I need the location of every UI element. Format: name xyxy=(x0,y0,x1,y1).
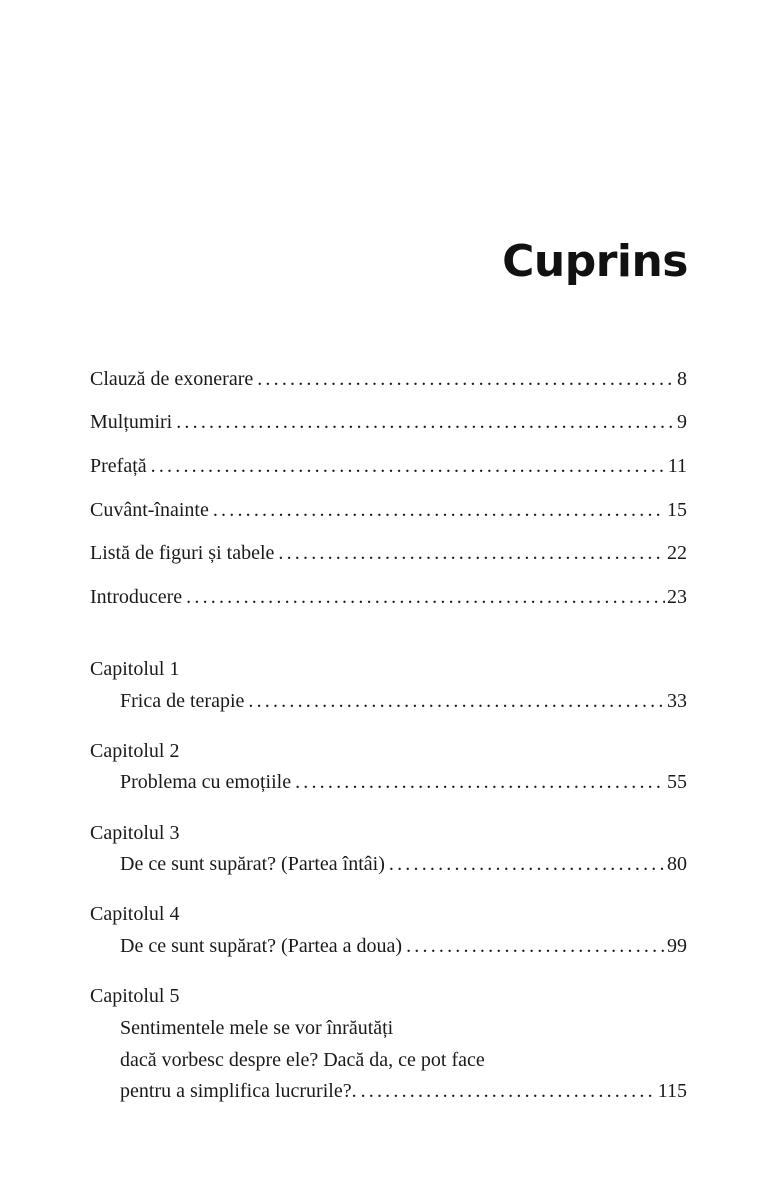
toc-page-number: 55 xyxy=(667,771,687,793)
toc-dot-leader xyxy=(176,409,675,435)
chapter-label: Capitolul 4 xyxy=(90,903,180,925)
toc-dot-leader xyxy=(389,851,665,877)
toc-entry-title: Cuvânt-înainte xyxy=(90,499,209,521)
chapter-label: Capitolul 5 xyxy=(90,985,180,1007)
toc-page-number: 99 xyxy=(667,935,687,957)
toc-entry-disclaimer[interactable] xyxy=(90,366,687,392)
toc-entry-title-line: Sentimentele mele se vor înrăutăți xyxy=(120,1017,394,1039)
toc-entry-title: Clauză de exonerare xyxy=(90,368,254,390)
toc-entry-title: De ce sunt supărat? (Partea întâi) xyxy=(120,853,385,875)
toc-dot-leader xyxy=(295,769,665,795)
toc-entry-preface[interactable] xyxy=(90,453,687,479)
toc-page-number: 15 xyxy=(667,499,687,521)
toc-page-number: 9 xyxy=(677,411,687,433)
toc-page-number: 11 xyxy=(667,455,687,477)
toc-entry-acknowledgements[interactable] xyxy=(90,409,687,435)
toc-dot-leader xyxy=(278,540,665,566)
toc-dot-leader xyxy=(186,584,665,610)
toc-entry-introduction[interactable] xyxy=(90,584,687,610)
toc-entry-title: Frica de terapie xyxy=(120,690,245,712)
toc-dot-leader xyxy=(151,453,666,479)
toc-page-number: 8 xyxy=(677,368,687,390)
toc-entry-title: pentru a simplifica lucrurile?. xyxy=(120,1080,357,1102)
page-title: Cuprins xyxy=(502,236,688,287)
toc-dot-leader xyxy=(406,933,665,959)
toc-entry-title: Prefață xyxy=(90,455,147,477)
toc-entry-chapter-4[interactable] xyxy=(120,933,687,959)
toc-entry-title: Listă de figuri și tabele xyxy=(90,542,275,564)
toc-dot-leader xyxy=(213,497,665,523)
toc-entry-title-line: dacă vorbesc despre ele? Dacă da, ce pot face xyxy=(120,1049,485,1071)
toc-entry-chapter-3[interactable] xyxy=(120,851,687,877)
toc-entry-chapter-2[interactable] xyxy=(120,769,687,795)
toc-page-number: 23 xyxy=(667,586,687,608)
toc-dot-leader xyxy=(248,688,665,714)
toc-dot-leader xyxy=(257,366,675,392)
toc-entry-title: Problema cu emoțiile xyxy=(120,771,292,793)
toc-page-number: 115 xyxy=(657,1080,687,1102)
toc-entry-chapter-1[interactable] xyxy=(120,688,687,714)
toc-entry-foreword[interactable] xyxy=(90,497,687,523)
toc-entry-title: Mulțumiri xyxy=(90,411,173,433)
chapter-label: Capitolul 2 xyxy=(90,740,180,762)
toc-entry-title: Introducere xyxy=(90,586,183,608)
toc-page-number: 22 xyxy=(667,542,687,564)
toc-page-number: 33 xyxy=(667,690,687,712)
toc-entry-figures-tables[interactable] xyxy=(90,540,687,566)
chapter-label: Capitolul 3 xyxy=(90,822,180,844)
toc-entry-title: De ce sunt supărat? (Partea a doua) xyxy=(120,935,403,957)
toc-entry-chapter-5[interactable] xyxy=(120,1078,687,1104)
toc-page-number: 80 xyxy=(667,853,687,875)
chapter-label: Capitolul 1 xyxy=(90,658,180,680)
toc-dot-leader xyxy=(361,1078,656,1104)
